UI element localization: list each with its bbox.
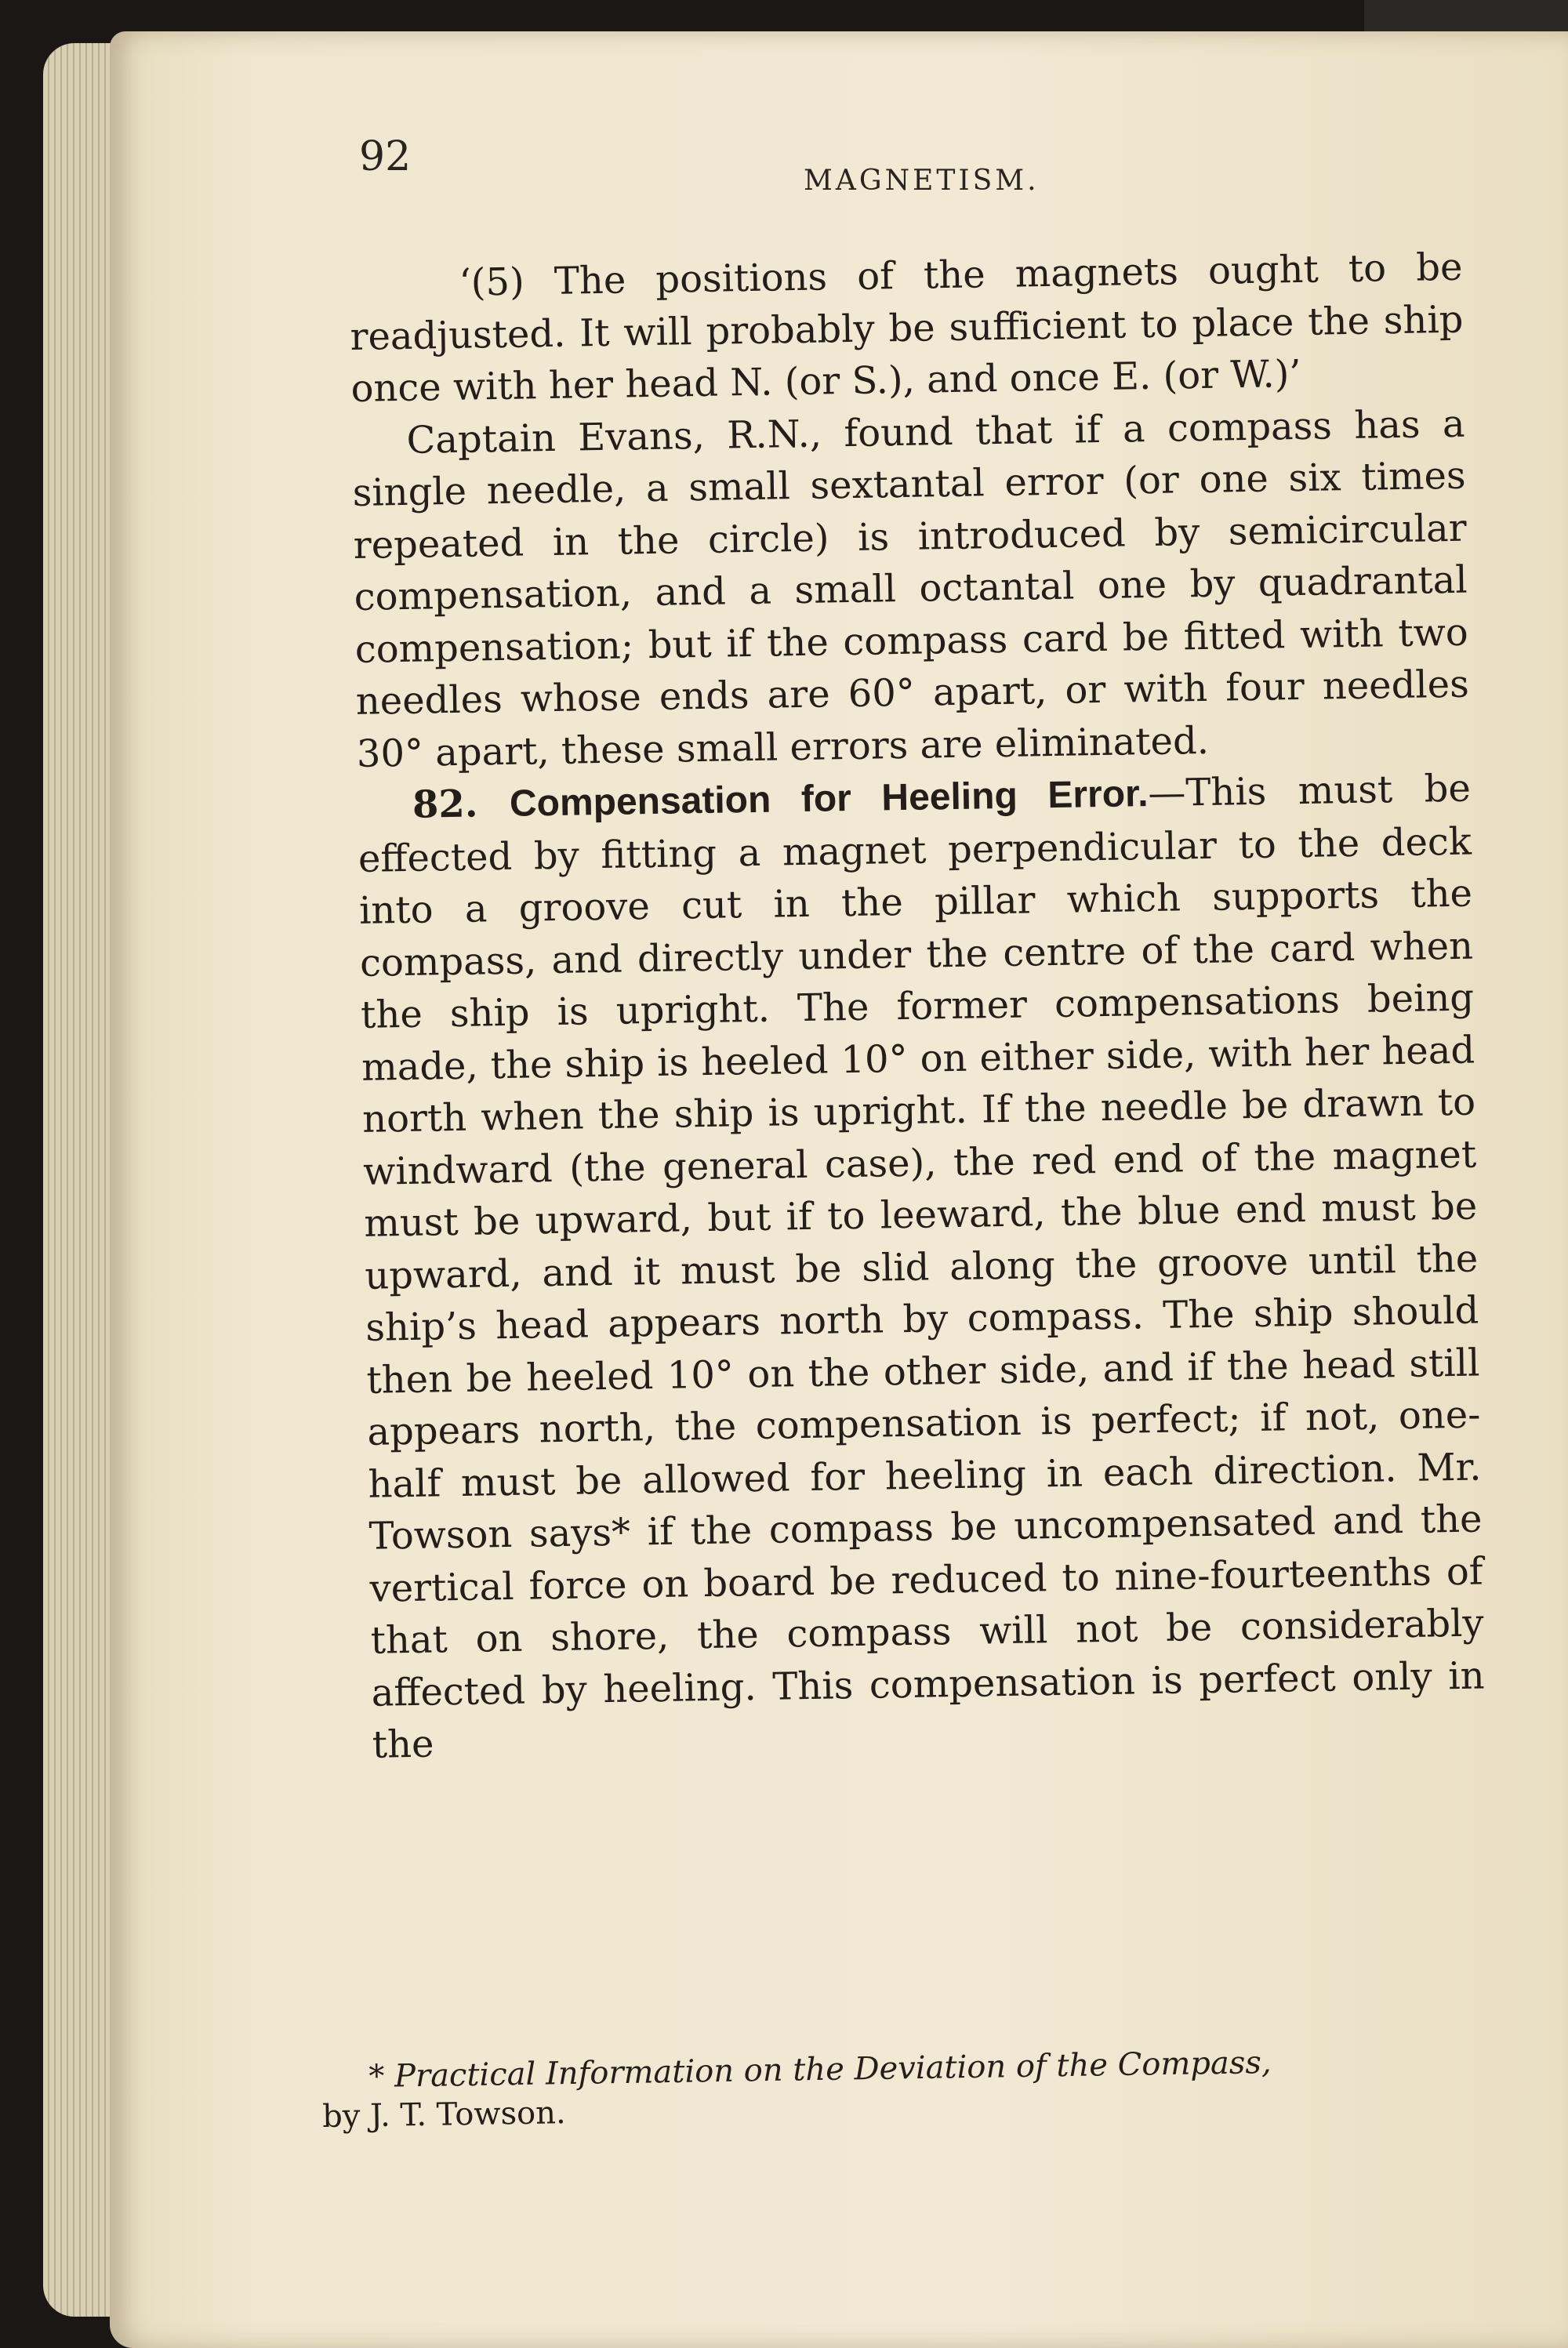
footnote-title: Practical Information on the Deviation of the Compass, xyxy=(394,2044,1272,2095)
footnote-author: by J. T. Towson. xyxy=(321,2095,567,2135)
running-head: MAGNETISM. xyxy=(804,165,1040,197)
paragraph-evans: Captain Evans, R.N., found that if a compass has a single needle, a small sextantal error (or one six times repeated in the circle) is introduced by semicircular compensation, and a small octantal one by quadrantal compensation; but if the compass card be fitted with two needles whose ends are 60° apart, or with four needles 30° apart, these small errors are eliminated. xyxy=(352,401,1470,776)
body-text xyxy=(349,241,1486,1772)
paragraph-quote: ‘(5) The positions of the magnets ought to be readjusted. It will probably be sufficient to place the ship once with her head N. (or S.), and once E. (or W.)’ xyxy=(350,245,1464,411)
page-number: 92 xyxy=(359,133,412,180)
section-heading: Compensation for Heeling Error. xyxy=(509,773,1149,825)
footnote-marker: * xyxy=(368,2058,385,2096)
section-body: —This must be effected by fitting a magnet perpendicular to the deck into a groove cut in the pillar which supports the compass, and directly under the centre of the card when the ship is upright. The former compensations being made, the ship is heeled 10° on either side, with her head north when the ship is upright. If the needle be drawn to windward (the general case), the red end of the magnet must be upward, but if to leeward, the blue end must be upward, and it must be slid along the groove until the ship’s head appears north by compass. The ship should then be heeled 10° on the other side, and if the head still appears north, the compensation is perfect; if not, one-half must be allowed for heeling in each direction. Mr. Towson says* if the compass be uncompensated and the vertical force on board be reduced to nine-fourteenths of that on shore, the compass will not be considerably affected by heeling. This compensation is perfect only in the xyxy=(358,766,1486,1767)
section-82 xyxy=(357,763,1486,1772)
section-number: 82. xyxy=(412,782,478,827)
